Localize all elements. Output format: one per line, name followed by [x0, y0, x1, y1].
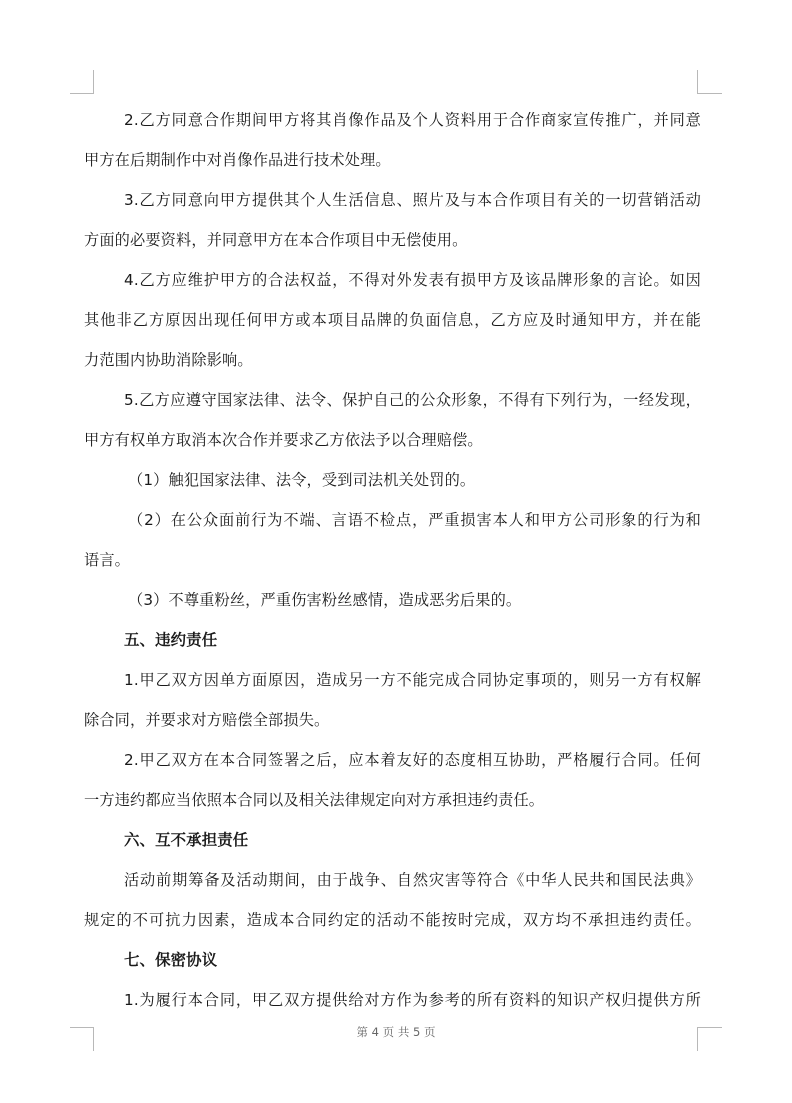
text-line: 语言。	[84, 551, 131, 569]
text-line: 1.甲乙双方因单方面原因，造成另一方不能完成合同协定事项的，则另一方有权解	[124, 671, 701, 689]
text-line: 4.乙方应维护甲方的合法权益，不得对外发表有损甲方及该品牌形象的言论。如因	[124, 271, 701, 289]
crop-mark-top-right-vertical	[697, 70, 698, 94]
page-number-footer: 第 4 页 共 5 页	[356, 1025, 436, 1039]
text-line: （3）不尊重粉丝，严重伤害粉丝感情，造成恶劣后果的。	[128, 591, 522, 609]
document-body	[84, 104, 701, 1024]
crop-mark-top-left-horizontal	[70, 93, 94, 94]
text-line: 5.乙方应遵守国家法律、法令、保护自己的公众形象，不得有下列行为，一经发现，	[124, 391, 701, 409]
text-line: 除合同，并要求对方赔偿全部损失。	[84, 711, 330, 729]
text-line: 活动前期筹备及活动期间，由于战争、自然灾害等符合《中华人民共和国民法典》	[124, 871, 701, 889]
text-line: 方面的必要资料，并同意甲方在本合作项目中无偿使用。	[84, 231, 468, 249]
text-line: 规定的不可抗力因素，造成本合同约定的活动不能按时完成，双方均不承担违约责任。	[84, 911, 701, 929]
text-line: 2.乙方同意合作期间甲方将其肖像作品及个人资料用于合作商家宣传推广，并同意	[124, 111, 701, 129]
text-line: 2.甲乙双方在本合同签署之后，应本着友好的态度相互协助，严格履行合同。任何	[124, 751, 701, 769]
text-line: 3.乙方同意向甲方提供其个人生活信息、照片及与本合作项目有关的一切营销活动	[124, 191, 701, 209]
text-line: 1.为履行本合同，甲乙双方提供给对方作为参考的所有资料的知识产权归提供方所	[124, 991, 701, 1009]
text-line: （2）在公众面前行为不端、言语不检点，严重损害本人和甲方公司形象的行为和	[128, 511, 701, 529]
text-line: 其他非乙方原因出现任何甲方或本项目品牌的负面信息，乙方应及时通知甲方，并在能	[84, 311, 701, 329]
text-line: 甲方在后期制作中对肖像作品进行技术处理。	[84, 151, 391, 169]
section-heading: 六、互不承担责任	[124, 831, 249, 849]
section-heading: 七、保密协议	[124, 951, 218, 969]
text-line: 一方违约都应当依照本合同以及相关法律规定向对方承担违约责任。	[84, 791, 545, 809]
text-line: 甲方有权单方取消本次合作并要求乙方依法予以合理赔偿。	[84, 431, 483, 449]
text-line: 力范围内协助消除影响。	[84, 351, 253, 369]
crop-mark-top-left-vertical	[93, 70, 94, 94]
section-heading: 五、违约责任	[124, 631, 218, 649]
crop-mark-top-right-horizontal	[698, 93, 722, 94]
text-line: （1）触犯国家法律、法令，受到司法机关处罚的。	[128, 471, 476, 489]
